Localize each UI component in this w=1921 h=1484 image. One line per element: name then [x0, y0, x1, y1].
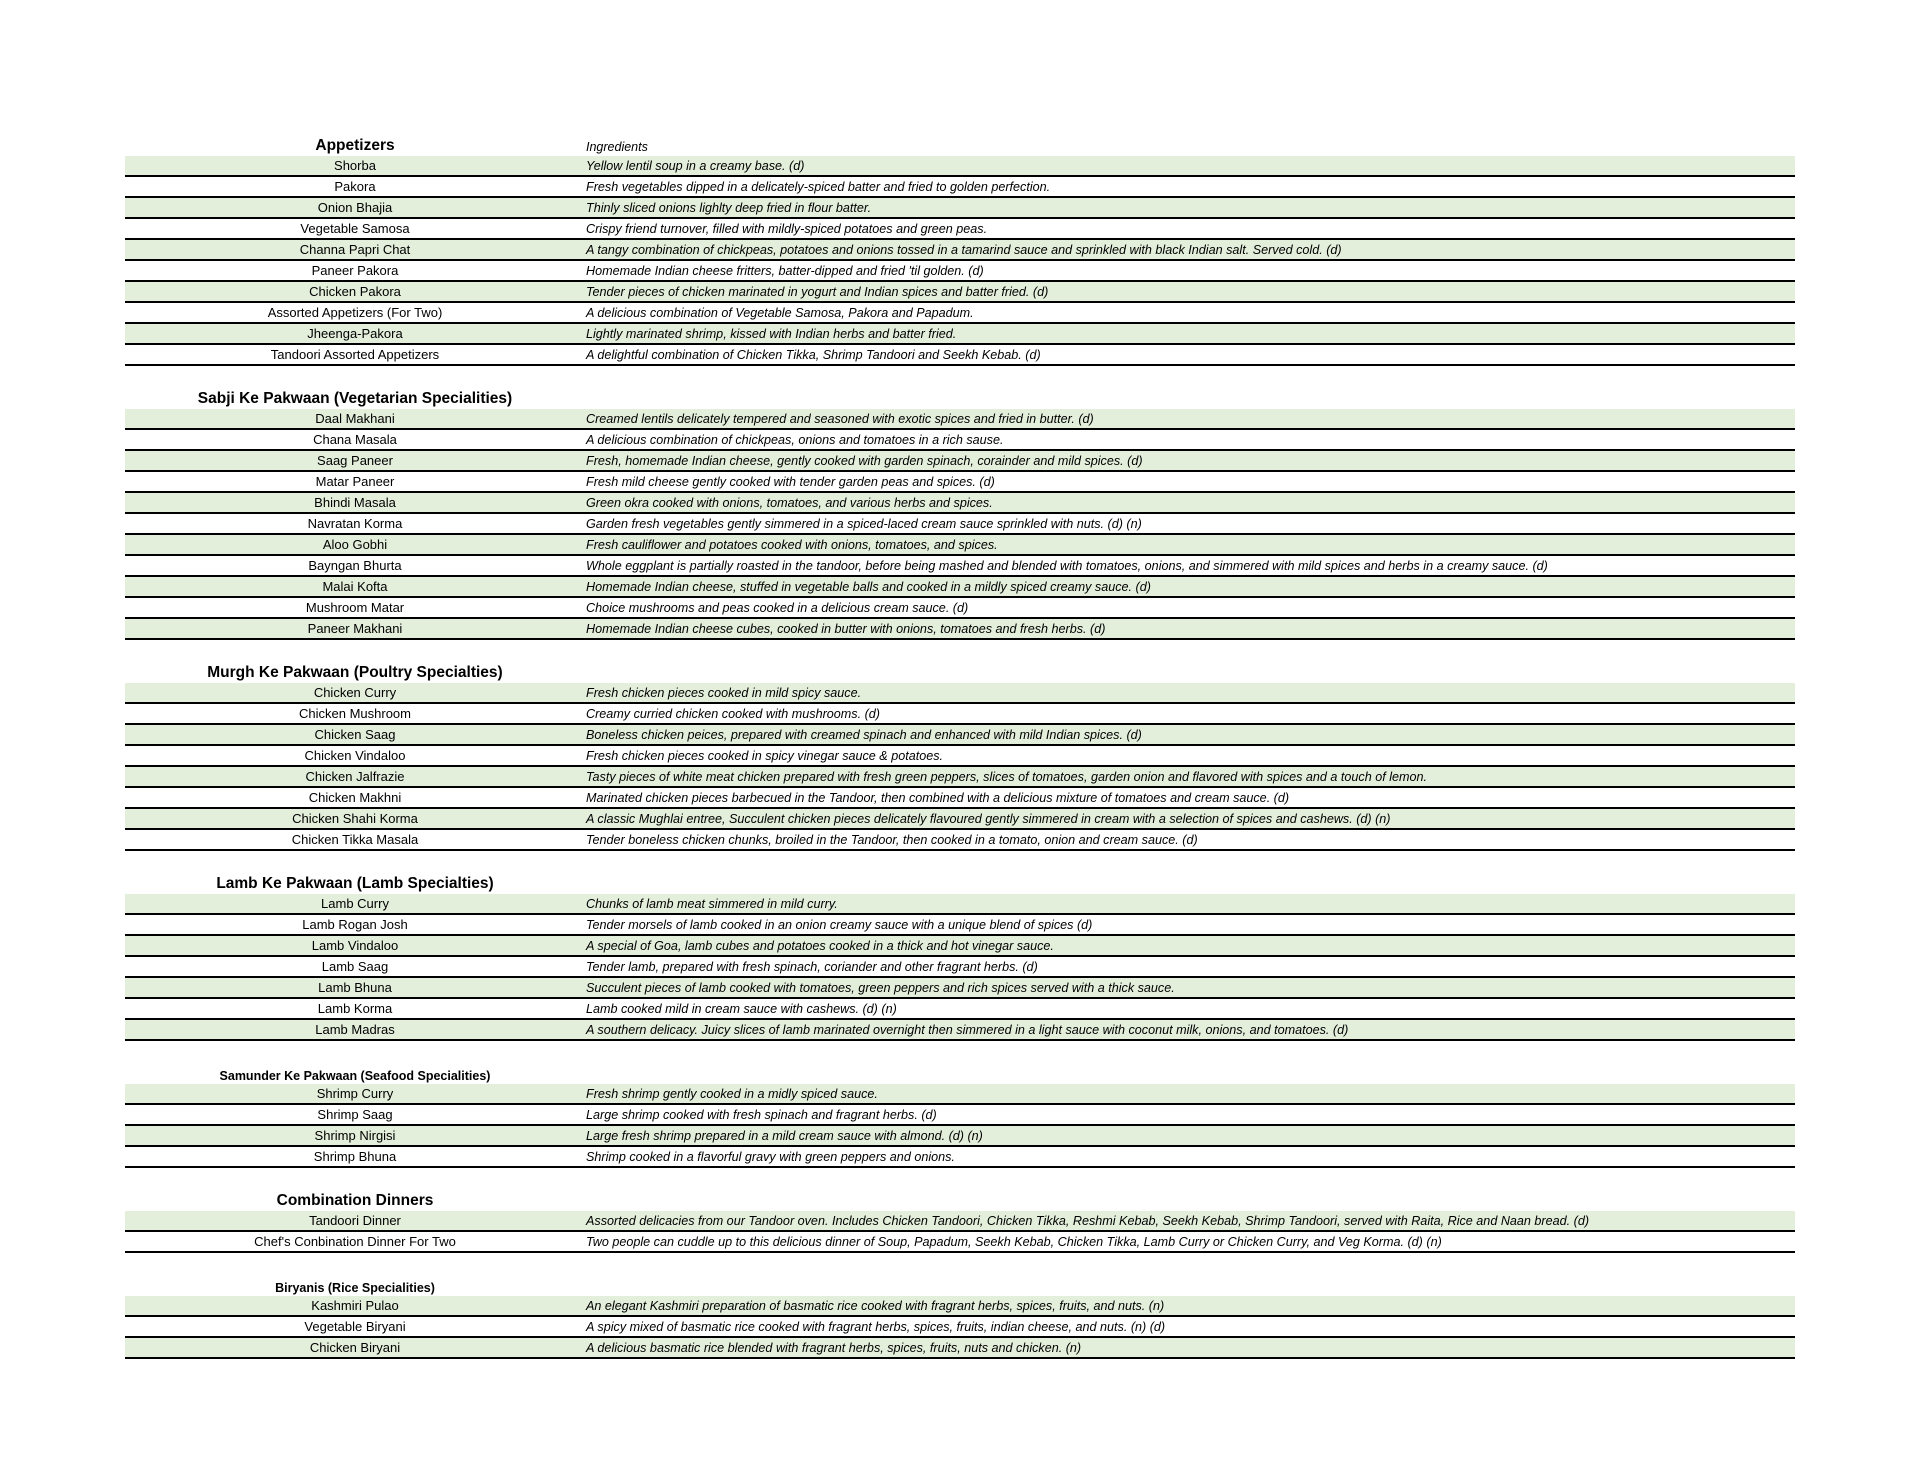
dish-name: Shrimp Nirgisi: [314, 1128, 396, 1143]
dish-name: Chicken Vindaloo: [304, 748, 406, 763]
dish-description: Garden fresh vegetables gently simmered in a spiced-laced cream sauce sprinkled with nuts. (d) (n): [586, 516, 1142, 531]
dish-name: Chicken Tikka Masala: [291, 832, 419, 847]
menu-item-row: [125, 556, 1795, 577]
menu-item-row: [125, 830, 1795, 851]
menu-item-row: [125, 809, 1795, 830]
dish-description: Tender morsels of lamb cooked in an onion creamy sauce with a unique blend of spices (d): [586, 917, 1093, 932]
dish-description: Homemade Indian cheese cubes, cooked in butter with onions, tomatoes and fresh herbs. (d): [586, 621, 1106, 636]
menu-item-row: [125, 725, 1795, 746]
section-title: Lamb Ke Pakwaan (Lamb Specialties): [216, 875, 494, 892]
menu-item-row: [125, 1296, 1795, 1317]
ingredients-column-header: Ingredients: [586, 140, 648, 154]
menu-item-row: [125, 598, 1795, 619]
dish-name: Channa Papri Chat: [299, 242, 411, 257]
dish-name: Lamb Saag: [321, 959, 389, 974]
menu-item-row: [125, 303, 1795, 324]
dish-name: Navratan Korma: [307, 516, 403, 531]
section-header: [125, 1189, 1795, 1211]
menu-section: [125, 640, 1795, 851]
menu-item-row: [125, 514, 1795, 535]
dish-description: Boneless chicken peices, prepared with creamed spinach and enhanced with mild Indian spices. (d): [586, 727, 1142, 742]
section-header: [125, 661, 1795, 683]
dish-name: Lamb Korma: [317, 1001, 393, 1016]
menu-item-row: [125, 683, 1795, 704]
menu-item-row: [125, 894, 1795, 915]
dish-description: Tender lamb, prepared with fresh spinach, coriander and other fragrant herbs. (d): [586, 959, 1038, 974]
menu-item-row: [125, 957, 1795, 978]
dish-name: Saag Paneer: [317, 453, 393, 468]
section-spacer: [125, 1168, 1795, 1189]
dish-name: Tandoori Dinner: [309, 1213, 401, 1228]
dish-name: Chicken Pakora: [309, 284, 401, 299]
dish-description: Two people can cuddle up to this delicious dinner of Soup, Papadum, Seekh Kebab, Chicken Tikka, Lamb Curry or Chicken Curry, and Veg Korma. (d) (n): [586, 1234, 1442, 1249]
menu-item-row: [125, 619, 1795, 640]
section-spacer: [125, 640, 1795, 661]
dish-description: Marinated chicken pieces barbecued in the Tandoor, then combined with a delicious mixture of tomatoes and cream sauce. (d): [586, 790, 1290, 805]
dish-name: Bayngan Bhurta: [308, 558, 402, 573]
menu-item-row: [125, 240, 1795, 261]
dish-name: Lamb Bhuna: [318, 980, 392, 995]
menu-item-row: [125, 767, 1795, 788]
dish-description: Large shrimp cooked with fresh spinach and fragrant herbs. (d): [586, 1107, 937, 1122]
dish-name: Lamb Curry: [321, 896, 389, 911]
dish-name: Chicken Saag: [314, 727, 396, 742]
dish-name: Onion Bhajia: [317, 200, 393, 215]
dish-name: Chana Masala: [313, 432, 397, 447]
dish-name: Vegetable Samosa: [300, 221, 410, 236]
menu-section: [125, 1168, 1795, 1253]
dish-description: A tangy combination of chickpeas, potatoes and onions tossed in a tamarind sauce and sprinkled with black Indian salt. Served cold. (d): [586, 242, 1342, 257]
section-title: Biryanis (Rice Specialities): [275, 1281, 435, 1295]
dish-description: Creamy curried chicken cooked with mushrooms. (d): [586, 706, 880, 721]
dish-description: A delicious basmatic rice blended with fragrant herbs, spices, fruits, nuts and chicken. (n): [586, 1340, 1082, 1355]
section-title: Combination Dinners: [276, 1192, 434, 1209]
menu-item-row: [125, 1147, 1795, 1168]
menu-item-row: [125, 1338, 1795, 1359]
dish-description: Fresh chicken pieces cooked in mild spicy sauce.: [586, 685, 862, 700]
menu-item-row: [125, 430, 1795, 451]
dish-name: Jheenga-Pakora: [307, 326, 403, 341]
menu-item-row: [125, 535, 1795, 556]
menu-document: [125, 134, 1795, 1359]
section-title: Appetizers: [315, 137, 395, 154]
menu-item-row: [125, 493, 1795, 514]
dish-name: Shrimp Curry: [316, 1086, 394, 1101]
dish-description: Tasty pieces of white meat chicken prepared with fresh green peppers, slices of tomatoes, garden onion and flavored with spices and a touch of lemon.: [586, 769, 1427, 784]
dish-name: Vegetable Biryani: [304, 1319, 406, 1334]
menu-item-row: [125, 219, 1795, 240]
menu-item-row: [125, 978, 1795, 999]
menu-section: [125, 366, 1795, 640]
dish-description: Fresh cauliflower and potatoes cooked with onions, tomatoes, and spices.: [586, 537, 998, 552]
menu-item-row: [125, 1317, 1795, 1338]
menu-section: [125, 851, 1795, 1041]
dish-description: Large fresh shrimp prepared in a mild cream sauce with almond. (d) (n): [586, 1128, 983, 1143]
dish-description: A special of Goa, lamb cubes and potatoes cooked in a thick and hot vinegar sauce.: [586, 938, 1054, 953]
menu-item-row: [125, 1232, 1795, 1253]
section-title: Murgh Ke Pakwaan (Poultry Specialties): [207, 664, 503, 681]
menu-item-row: [125, 282, 1795, 303]
dish-name: Chicken Shahi Korma: [292, 811, 418, 826]
dish-name: Lamb Vindaloo: [311, 938, 399, 953]
dish-name: Lamb Madras: [315, 1022, 395, 1037]
dish-description: Fresh mild cheese gently cooked with tender garden peas and spices. (d): [586, 474, 995, 489]
menu-item-row: [125, 1020, 1795, 1041]
dish-name: Paneer Pakora: [311, 263, 399, 278]
menu-item-row: [125, 451, 1795, 472]
dish-description: Lamb cooked mild in cream sauce with cashews. (d) (n): [586, 1001, 897, 1016]
menu-item-row: [125, 198, 1795, 219]
menu-item-row: [125, 788, 1795, 809]
section-header: [125, 134, 1795, 156]
section-header: [125, 1062, 1795, 1084]
dish-description: A delicious combination of Vegetable Samosa, Pakora and Papadum.: [586, 305, 974, 320]
dish-description: Lightly marinated shrimp, kissed with Indian herbs and batter fried.: [586, 326, 957, 341]
menu-item-row: [125, 177, 1795, 198]
section-spacer: [125, 851, 1795, 872]
section-spacer: [125, 1253, 1795, 1274]
menu-item-row: [125, 999, 1795, 1020]
dish-description: A delicious combination of chickpeas, onions and tomatoes in a rich sause.: [586, 432, 1004, 447]
menu-item-row: [125, 936, 1795, 957]
dish-description: A southern delicacy. Juicy slices of lamb marinated overnight then simmered in a light sauce with coconut milk, onions, and tomatoes. (d): [586, 1022, 1349, 1037]
dish-description: Chunks of lamb meat simmered in mild curry.: [586, 896, 838, 911]
menu-item-row: [125, 915, 1795, 936]
dish-name: Matar Paneer: [315, 474, 395, 489]
dish-name: Chef's Conbination Dinner For Two: [254, 1234, 456, 1249]
dish-description: A spicy mixed of basmatic rice cooked with fragrant herbs, spices, fruits, indian cheese, and nuts. (n) (d): [586, 1319, 1166, 1334]
section-header: [125, 387, 1795, 409]
section-title: Samunder Ke Pakwaan (Seafood Specialities): [219, 1069, 491, 1083]
menu-item-row: [125, 577, 1795, 598]
dish-description: Homemade Indian cheese, stuffed in vegetable balls and cooked in a mildly spiced creamy sauce. (d): [586, 579, 1151, 594]
dish-name: Mushroom Matar: [305, 600, 405, 615]
section-header: [125, 872, 1795, 894]
dish-name: Shorba: [334, 158, 376, 173]
dish-description: A delightful combination of Chicken Tikka, Shrimp Tandoori and Seekh Kebab. (d): [586, 347, 1041, 362]
dish-description: Tender boneless chicken chunks, broiled in the Tandoor, then cooked in a tomato, onion and cream sauce. (d): [586, 832, 1198, 847]
menu-section: [125, 1041, 1795, 1168]
section-title: Sabji Ke Pakwaan (Vegetarian Specialities): [197, 390, 513, 407]
dish-name: Chicken Biryani: [309, 1340, 401, 1355]
dish-name: Shrimp Saag: [317, 1107, 393, 1122]
dish-name: Paneer Makhani: [307, 621, 403, 636]
menu-item-row: [125, 746, 1795, 767]
dish-name: Chicken Makhni: [308, 790, 402, 805]
section-spacer: [125, 1041, 1795, 1062]
dish-description: Fresh chicken pieces cooked in spicy vinegar sauce & potatoes.: [586, 748, 944, 763]
dish-description: An elegant Kashmiri preparation of basmatic rice cooked with fragrant herbs, spices, fruits, and nuts. (n): [586, 1298, 1165, 1313]
dish-name: Pakora: [334, 179, 376, 194]
section-spacer: [125, 366, 1795, 387]
dish-name: Shrimp Bhuna: [313, 1149, 397, 1164]
dish-description: Creamed lentils delicately tempered and seasoned with exotic spices and fried in butter. (d): [586, 411, 1094, 426]
dish-description: Shrimp cooked in a flavorful gravy with green peppers and onions.: [586, 1149, 955, 1164]
dish-name: Assorted Appetizers (For Two): [267, 305, 443, 320]
dish-description: Homemade Indian cheese fritters, batter-dipped and fried 'til golden. (d): [586, 263, 984, 278]
menu-item-row: [125, 156, 1795, 177]
menu-item-row: [125, 409, 1795, 430]
dish-description: Fresh vegetables dipped in a delicately-spiced batter and fried to golden perfection.: [586, 179, 1051, 194]
dish-name: Aloo Gobhi: [322, 537, 388, 552]
menu-item-row: [125, 704, 1795, 725]
dish-description: Crispy friend turnover, filled with mildly-spiced potatoes and green peas.: [586, 221, 988, 236]
menu-item-row: [125, 1126, 1795, 1147]
dish-description: Whole eggplant is partially roasted in the tandoor, before being mashed and blended with tomatoes, onions, and simmered with mild spices and herbs in a creamy sauce. (d): [586, 558, 1548, 573]
menu-item-row: [125, 472, 1795, 493]
dish-description: A classic Mughlai entree, Succulent chicken pieces delicately flavoured gently simmered in cream with a selection of spices and cashews. (d) (n): [586, 811, 1391, 826]
menu-item-row: [125, 345, 1795, 366]
dish-description: Thinly sliced onions lighlty deep fried in flour batter.: [586, 200, 872, 215]
dish-name: Chicken Jalfrazie: [305, 769, 405, 784]
dish-name: Daal Makhani: [315, 411, 395, 426]
dish-name: Lamb Rogan Josh: [302, 917, 408, 932]
dish-name: Tandoori Assorted Appetizers: [270, 347, 440, 362]
dish-description: Yellow lentil soup in a creamy base. (d): [586, 158, 805, 173]
menu-item-row: [125, 1105, 1795, 1126]
menu-item-row: [125, 261, 1795, 282]
dish-description: Assorted delicacies from our Tandoor oven. Includes Chicken Tandoori, Chicken Tikka, Reshmi Kebab, Seekh Kebab, Shrimp Tandoori, served with Raita, Rice and Naan bread. (d): [586, 1213, 1590, 1228]
menu-item-row: [125, 324, 1795, 345]
menu-section: [125, 134, 1795, 366]
dish-name: Kashmiri Pulao: [311, 1298, 399, 1313]
dish-description: Choice mushrooms and peas cooked in a delicious cream sauce. (d): [586, 600, 969, 615]
dish-description: Green okra cooked with onions, tomatoes, and various herbs and spices.: [586, 495, 993, 510]
section-header: [125, 1274, 1795, 1296]
menu-item-row: [125, 1084, 1795, 1105]
dish-description: Fresh shrimp gently cooked in a midly spiced sauce.: [586, 1086, 878, 1101]
dish-name: Malai Kofta: [322, 579, 388, 594]
dish-description: Fresh, homemade Indian cheese, gently cooked with garden spinach, corainder and mild spices. (d): [586, 453, 1143, 468]
dish-description: Tender pieces of chicken marinated in yogurt and Indian spices and batter fried. (d): [586, 284, 1049, 299]
menu-section: [125, 1253, 1795, 1359]
dish-name: Chicken Mushroom: [299, 706, 411, 721]
dish-description: Succulent pieces of lamb cooked with tomatoes, green peppers and rich spices served with a thick sauce.: [586, 980, 1175, 995]
dish-name: Chicken Curry: [313, 685, 397, 700]
dish-name: Bhindi Masala: [314, 495, 396, 510]
menu-item-row: [125, 1211, 1795, 1232]
